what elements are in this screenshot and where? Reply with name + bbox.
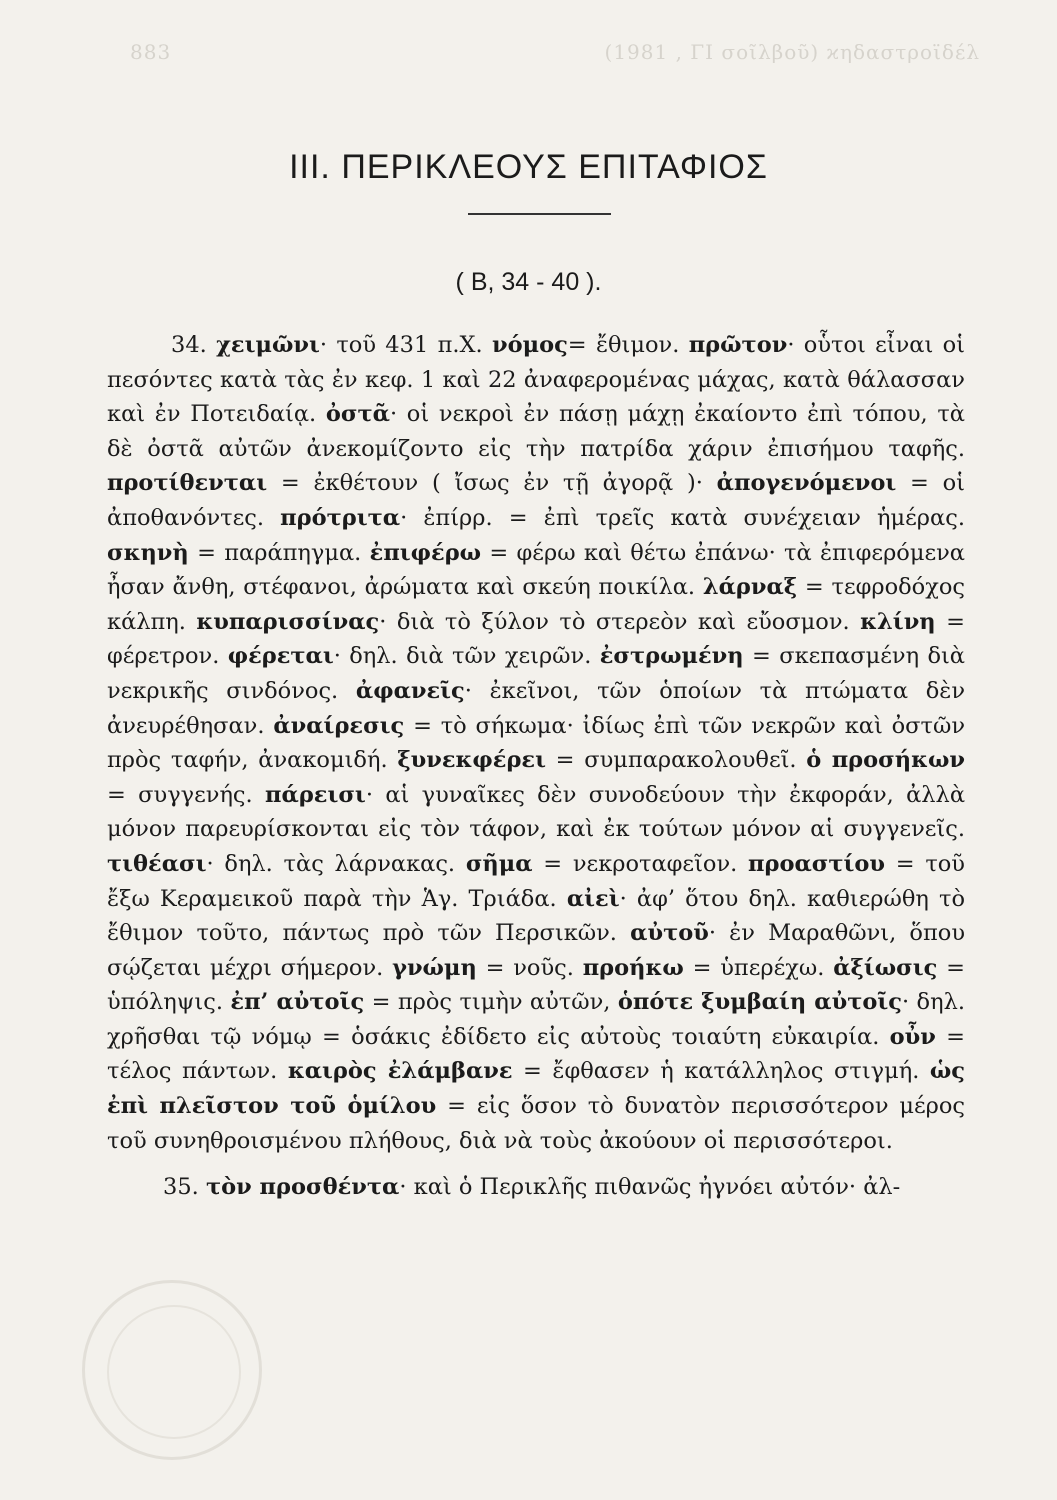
lemma-term: ὀστᾶ	[325, 401, 390, 428]
gloss-text: · καὶ ὁ Περικλῆς πιθανῶς ἠγνόει αὐτόν· ἀλ-	[399, 1174, 901, 1201]
gloss-text: = συγγενής.	[107, 781, 266, 808]
gloss-text: · ἐν Μαραθῶνι, ὅπου σῴζεται μέχρι σήμερον.	[107, 920, 965, 981]
gloss-text: · δηλ. χρῆσθαι τῷ νόμῳ = ὁσάκις ἐδίδετο εἰς αὐτοὺς τοιαύτη εὐκαιρία.	[107, 989, 965, 1050]
gloss-text: = ἐκθέτουν ( ἴσως ἐν τῇ ἀγορᾷ )·	[267, 470, 717, 497]
lemma-term: ἐστρωμένη	[599, 643, 744, 670]
lemma-term: ἀξίωσις	[833, 954, 938, 981]
lemma-term: καιρὸς ἐλάμβανε	[287, 1058, 513, 1085]
gloss-text: · διὰ τὸ ξύλον τὸ στερεὸν καὶ εὔοσμον.	[379, 608, 861, 635]
lemma-term: κλίνη	[860, 608, 936, 635]
commentary-paragraph-35	[107, 1170, 965, 1205]
lemma-term: χειμῶνι	[216, 332, 320, 358]
gloss-text: = φέρω καὶ θέτω ἐπάνω· τὰ ἐπιφερόμενα ἦσαν ἄνθη, στέφανοι, ἀρώματα καὶ σκεύη ποικίλα.	[107, 539, 965, 601]
lemma-term: κυπαρισσίνας	[196, 608, 380, 635]
gloss-text: = νοῦς.	[476, 954, 583, 981]
lemma-term: πρῶτον	[688, 332, 788, 358]
lemma-term: σκηνὴ	[107, 539, 189, 566]
gloss-text: = οἱ ἀποθανόντες.	[107, 470, 965, 531]
lemma-term: πρότριτα	[280, 504, 401, 531]
paragraph-number: 35.	[163, 1174, 199, 1201]
lemma-term: προήκω	[582, 954, 684, 981]
library-stamp-inner-ring	[107, 1305, 241, 1439]
lemma-term: ἀπογενόμενοι	[716, 470, 897, 497]
title-underline	[468, 213, 611, 215]
paragraph-text	[206, 1174, 900, 1200]
gloss-text: · ἀφ’ ὅτου δηλ. καθιερώθη τὸ ἔθιμον τοῦτο, πάντως πρὸ τῶν Περσικῶν.	[107, 885, 965, 947]
gloss-text: · τοῦ 431 π.Χ.	[319, 332, 492, 358]
lemma-term: ἀναίρεσις	[273, 712, 405, 739]
gloss-text: = ὑπόληψις.	[107, 954, 965, 1016]
lemma-term: προτίθενται	[107, 470, 268, 497]
lemma-term: ἐπ’ αὐτοῖς	[230, 989, 365, 1016]
gloss-text: · οἱ νεκροὶ ἐν πάσῃ μάχῃ ἐκαίοντο ἐπὶ τόπου, τὰ δὲ ὀστᾶ αὐτῶν ἀνεκομίζοντο εἰς τὴν πατρίδα χάριν ἐπισήμου ταφῆς.	[107, 401, 965, 462]
gloss-text: · οὗτοι εἶναι οἱ πεσόντες κατὰ τὰς ἐν κεφ. 1 καὶ 22 ἀναφερομένας μάχας, κατὰ θάλασσαν καὶ ἐν Ποτειδαίᾳ.	[107, 332, 965, 428]
paragraph-number: 34.	[171, 332, 207, 358]
commentary-body	[107, 328, 965, 1205]
lemma-term: φέρεται	[227, 643, 334, 670]
lemma-term: τὸν προσθέντα	[205, 1174, 400, 1201]
lemma-term: πάρεισι	[265, 781, 366, 808]
gloss-text: · δηλ. τὰς λάρνακας.	[206, 850, 466, 877]
library-stamp	[82, 1280, 262, 1460]
gloss-text: · ἐπίρρ. = ἐπὶ τρεῖς κατὰ συνέχειαν ἡμέρας.	[400, 504, 965, 531]
lemma-term: ἐπιφέρω	[369, 539, 482, 566]
lemma-term: τιθέασι	[107, 850, 207, 877]
lemma-term: λάρναξ	[702, 574, 798, 601]
commentary-paragraph-34	[107, 328, 965, 1158]
chapter-title: III. ΠΕΡΙΚΛΕΟΥΣ ΕΠΙΤΑΦΙΟΣ	[289, 148, 768, 186]
lemma-term: ξυνεκφέρει	[397, 747, 546, 774]
gloss-text: = τὸ σήκωμα· ἰδίως ἐπὶ τῶν νεκρῶν καὶ ὀστῶν πρὸς ταφήν, ἀνακομιδή.	[107, 712, 965, 774]
lemma-term: αὐτοῦ	[630, 920, 709, 947]
lemma-term: αἰεὶ	[566, 885, 620, 912]
lemma-term: γνώμη	[392, 954, 477, 981]
lemma-term: νόμος	[491, 332, 568, 358]
gloss-text: = εἰς ὅσον τὸ δυνατὸν περισσότερον μέρος τοῦ συνηθροισμένου πλήθους, διὰ νὰ τοὺς ἀκούουν οἱ περισσότεροι.	[107, 1093, 965, 1154]
lemma-term: ὡς ἐπὶ πλεῖστον τοῦ ὁμίλου	[107, 1058, 965, 1120]
gloss-text: = συμπαρακολουθεῖ.	[545, 747, 807, 774]
gloss-text: = τέλος πάντων.	[107, 1023, 965, 1085]
paragraph-text	[107, 332, 965, 1154]
gloss-text: = ἔθιμον.	[567, 332, 689, 358]
gloss-text: = πρὸς τιμὴν αὐτῶν,	[364, 989, 618, 1016]
lemma-term: ἀφανεῖς	[355, 677, 465, 704]
lemma-term: σῆμα	[465, 850, 533, 877]
gloss-text: · ἐκεῖνοι, τῶν ὁποίων τὰ πτώματα δὲν ἀνευρέθησαν.	[107, 677, 965, 739]
gloss-text: · αἱ γυναῖκες δὲν συνοδεύουν τὴν ἐκφοράν, ἀλλὰ μόνον παρευρίσκονται εἰς τὸν τάφον, καὶ ἐκ τούτων μόνον αἱ συγγενεῖς.	[107, 781, 966, 843]
lemma-term: οὖν	[889, 1023, 936, 1050]
gloss-text: = παράπηγμα.	[188, 539, 370, 566]
gloss-text: = ὑπερέχω.	[683, 954, 834, 981]
chapter-reference: ( Β, 34 - 40 ).	[455, 268, 602, 296]
bleed-through-running-title: (1981 , ΓΙ σοῖλβοῦ) ϰηδαστροϊδέλ	[604, 40, 980, 64]
gloss-text: · δηλ. διὰ τῶν χειρῶν.	[333, 643, 600, 670]
gloss-text: = ἔφθασεν ἡ κατάλληλος στιγμή.	[512, 1058, 930, 1085]
gloss-text: = τεφροδόχος κάλπη.	[107, 574, 966, 635]
gloss-text: = σκεπασμένη διὰ νεκρικῆς σινδόνος.	[107, 643, 966, 704]
gloss-text: = νεκροταφεῖον.	[532, 850, 749, 877]
gloss-text: = φέρετρον.	[107, 608, 965, 670]
bleed-through-page-number: 883	[130, 40, 172, 64]
lemma-term: ὁπότε ξυμβαίη αὐτοῖς	[617, 989, 902, 1016]
lemma-term: ὁ προσήκων	[806, 747, 965, 774]
lemma-term: προαστίου	[748, 850, 886, 877]
gloss-text: = τοῦ ἔξω Κεραμεικοῦ παρὰ τὴν Ἁγ. Τριάδα.	[107, 850, 965, 912]
